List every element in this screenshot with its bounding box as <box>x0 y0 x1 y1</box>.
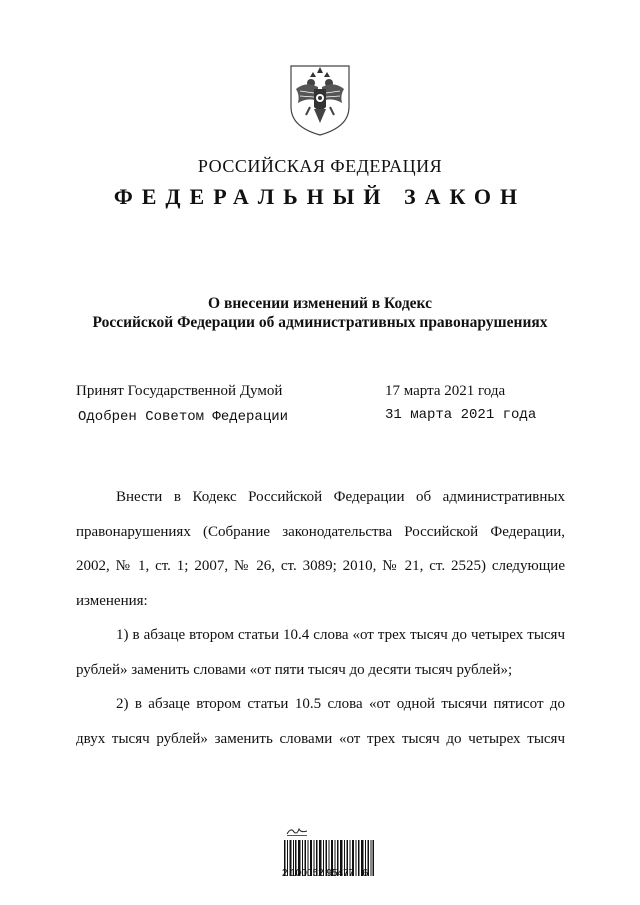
council-approval-date: 31 марта 2021 года <box>385 407 537 423</box>
body-paragraph-item-1: 1) в абзаце втором статьи 10.4 слова «от трех тысяч до четырех тысяч рублей» заменить словами «от пяти тысяч до десяти тысяч рублей»; <box>76 627 565 678</box>
country-heading: РОССИЙСКАЯ ФЕДЕРАЦИЯ <box>197 156 443 176</box>
law-title <box>60 294 580 332</box>
barcode-number: 2 100052 95477 6 <box>281 868 369 879</box>
document-type-heading: ФЕДЕРАЛЬНЫЙ ЗАКОН <box>113 184 527 209</box>
council-approval-label: Одобрен Советом Федерации <box>78 409 289 425</box>
law-title-line-2: Российской Федерации об административных правонарушениях <box>92 314 548 331</box>
signature-mark <box>286 826 308 836</box>
coat-of-arms-emblem <box>288 63 352 137</box>
law-title-line-1: О внесении изменений в Кодекс <box>208 295 432 312</box>
body-paragraph-item-2: 2) в абзаце втором статьи 10.5 слова «от одной тысячи пятисот до двух тысяч рублей» заменить словами «от трех тысяч до четырех тысяч <box>76 696 565 747</box>
duma-adoption-label: Принят Государственной Думой <box>76 383 283 399</box>
duma-adoption-date: 17 марта 2021 года <box>385 383 506 399</box>
body-paragraph-intro: Внести в Кодекс Российской Федерации об административных правонарушениях (Собрание законодательства Российской Федерации, 2002, № 1, ст. 1; 2007, № 26, ст. 3089; 2010, № 21, ст. 2525) следующие изменения: <box>76 489 565 609</box>
